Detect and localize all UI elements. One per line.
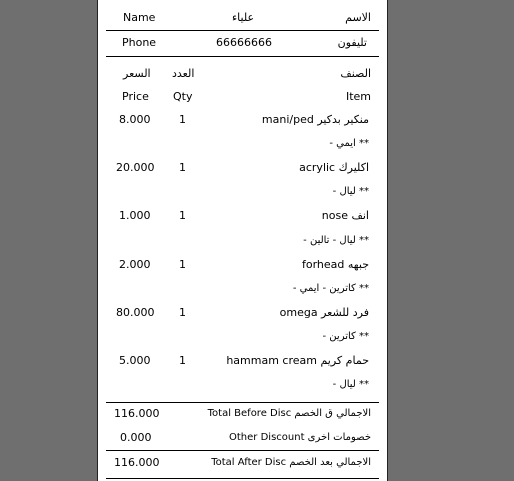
item-name: جبهه forhead [302,258,369,271]
item-qty: 1 [179,306,186,319]
item-staff: ** ليال - تالين - [303,235,369,246]
other-discount-label: خصومات اخرى Other Discount [229,432,371,443]
customer-name: علياء [232,11,255,24]
item-staff: ** ليال - [332,379,369,390]
price-header-ar: السعر [123,67,151,80]
name-label-en: Name [123,11,156,24]
divider [106,56,379,57]
item-header-ar: الصنف [340,67,371,80]
item-price: 20.000 [116,161,155,174]
item-price: 1.000 [119,209,151,222]
name-label-ar: الاسم [345,11,371,24]
qty-header-en: Qty [173,90,193,103]
item-staff: ** كاترين - [322,331,369,342]
total-after-disc-value: 116.000 [114,456,160,469]
item-staff: ** كاترين - ايمي - [292,283,369,294]
item-qty: 1 [179,258,186,271]
item-staff: ** ليال - [332,186,369,197]
total-after-disc-label: الاجمالي بعد الخصم Total After Disc [211,457,371,468]
qty-header-ar: العدد [172,67,195,80]
total-before-disc-value: 116.000 [114,407,160,420]
item-name: حمام كريم hammam cream [226,354,369,367]
item-header-en: Item [345,90,371,103]
item-name: فرد للشعر omega [279,306,369,319]
item-name: اكليرك acrylic [299,161,369,174]
divider [106,30,379,31]
receipt-panel [97,0,388,481]
item-qty: 1 [179,113,186,126]
price-header-en: Price [122,90,149,103]
item-price: 5.000 [119,354,151,367]
item-name: منكير بدكير mani/ped [261,113,369,126]
total-before-disc-label: الاجمالي ق الخصم Total Before Disc [207,408,371,419]
item-price: 2.000 [119,258,151,271]
other-discount-value: 0.000 [120,431,152,444]
item-qty: 1 [179,161,186,174]
phone-label-ar: تليفون [337,36,367,49]
phone-label-en: Phone [122,36,157,49]
divider [106,450,379,451]
divider [106,402,379,403]
item-price: 80.000 [116,306,155,319]
item-qty: 1 [179,209,186,222]
item-qty: 1 [179,354,186,367]
item-name: انف nose [321,209,369,222]
divider [106,478,379,479]
item-price: 8.000 [119,113,151,126]
item-staff: ** ايمي - [329,138,369,149]
customer-phone: 66666666 [216,36,272,49]
